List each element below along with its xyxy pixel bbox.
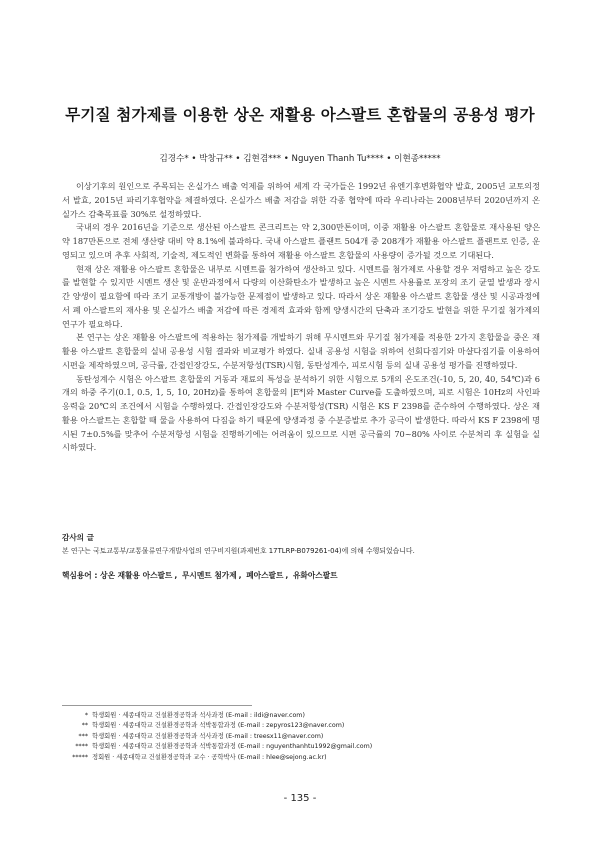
footnote-mark: ***** bbox=[72, 753, 88, 761]
footnote bbox=[62, 732, 502, 742]
keywords: 핵심용어 : 상온 재활용 아스팔트 , 무시멘트 첨가제 , 폐아스팔트 , 유화아스팔트 bbox=[62, 571, 338, 580]
footnote-text: 학생회원 · 세종대학교 건설환경공학과 석박통합과정 (E-mail : zepyros123@naver.com) bbox=[92, 722, 345, 730]
footnote bbox=[62, 721, 502, 731]
abstract-paragraph: 동탄성계수 시험은 아스팔트 혼합물의 거동과 재료의 특성을 분석하기 위한 시험으로 5개의 온도조건(-10, 5, 20, 40, 54℃)과 6개의 하중 주기(0.1, 0.5, 1, 5, 10, 20Hz)를 통하여 혼합물의 |E*|와 Master Curve를 도출하였으며, 피로 시험은 10Hz의 사인파 응력을 20℃의 조건에서 시험을 수행하였다. 간접인장강도와 수분저항성(TSR) 시험은 KS F 2398를 준수하여 수행하였다. 상온 재활용 아스팔트는 혼합할 때 물을 사용하여 다짐을 하기 때문에 양생과정 중 수분증발로 추가 공극이 발생한다. 따라서 KS F 2398에 명시된 7±0.5%를 맞추어 수분저항성 시험을 진행하기에는 어려움이 있으므로 시편 공극률의 70~80% 사이로 수분처리 후 실험을 실시하였다. bbox=[62, 373, 540, 453]
acknowledgement-heading: 감사의 글 bbox=[62, 533, 94, 542]
footnote-mark: *** bbox=[78, 732, 88, 740]
abstract-paragraph: 이상기후의 원인으로 주목되는 온실가스 배출 억제를 위하여 세계 각 국가들은 1992년 유엔기후변화협약 발효, 2005년 교토의정서 발효, 2015년 파리기후협약을 체결하였다. 온실가스 배출 저감을 위한 각종 협약에 따라 우리나라는 2008년부터 2020년까지 온실가스 감축목표를 30%로 설정하였다. bbox=[62, 181, 540, 219]
abstract-paragraph: 본 연구는 상온 재활용 아스팔트에 적용하는 첨가제를 개발하기 위해 무시멘트와 무기질 첨가제를 적용한 2가지 혼합물을 중온 재활용 아스팔트 혼합물의 실내 공용성 시험 결과와 비교평가 하였다. 실내 공용성 시험을 위하여 선회다짐기와 마샬다짐기를 이용하여 시편을 제작하였으며, 공극률, 간접인장강도, 수분저항성(TSR)시험, 동탄성계수, 피로시험 등의 실내 공용성 평가를 진행하였다. bbox=[62, 332, 540, 370]
footnote bbox=[62, 742, 502, 752]
footnote-text: 학생회원 · 세종대학교 건설환경공학과 석사과정 (E-mail : treesx11@naver.com) bbox=[92, 732, 324, 740]
footnote bbox=[62, 753, 502, 763]
author-list: 김경수* • 박창규** • 김현겸*** • Nguyen Thanh Tu**** • 이현종***** bbox=[159, 154, 441, 164]
footnote-mark: ** bbox=[81, 722, 88, 730]
footnote-mark: * bbox=[84, 712, 88, 719]
footnote-text: 정회원 · 세종대학교 건설환경공학과 교수 · 공학박사 (E-mail : hlee@sejong.ac.kr) bbox=[92, 753, 327, 761]
keyword: 유화아스팔트 bbox=[293, 571, 338, 580]
keyword: 무시멘트 첨가제 bbox=[181, 571, 237, 580]
keywords-label: 핵심용어 : bbox=[62, 571, 98, 580]
abstract bbox=[62, 180, 540, 455]
footnote-divider bbox=[62, 705, 252, 706]
page-number: - 135 - bbox=[283, 793, 317, 804]
footnote bbox=[62, 711, 502, 721]
footnote-text: 학생회원 · 세종대학교 건설환경공학과 석사과정 (E-mail : ildi@naver.com) bbox=[92, 712, 305, 719]
abstract-paragraph: 현재 상온 재활용 아스팔트 혼합물은 내부로 시멘트를 첨가하여 생산하고 있다. 시멘트를 첨가제로 사용할 경우 저렴하고 높은 강도를 발현할 수 있지만 시멘트 생산 및 운반과정에서 다량의 이산화탄소가 발생하고 높은 시멘트 사용률로 포장의 조기 균열 발생과 장시간 양생이 필요함에 따라 조기 교통개방이 불가능한 문제점이 발생하고 있다. 따라서 상온 재활용 아스팔트 혼합물 생산 및 시공과정에서 폐 아스팔트의 재사용 및 온실가스 배출 저감에 따른 경제적 효과와 함께 양생시간의 단축과 조기강도 발현을 위한 무기질 첨가제의 연구가 필요하다. bbox=[62, 263, 540, 329]
footnote-text: 학생회원 · 세종대학교 건설환경공학과 석박통합과정 (E-mail : nguyenthanhtu1992@gmail.com) bbox=[92, 743, 373, 751]
paper-title: 무기질 첨가제를 이용한 상온 재활용 아스팔트 혼합물의 공용성 평가 bbox=[65, 106, 535, 124]
footnotes bbox=[62, 711, 502, 763]
acknowledgement-body: 본 연구는 국토교통부/교통물류연구개발사업의 연구비지원(과제번호 17TLRP-B079261-04)에 의해 수행되었습니다. bbox=[62, 547, 415, 555]
keyword: 폐아스팔트 bbox=[246, 571, 284, 580]
abstract-paragraph: 국내의 경우 2016년을 기준으로 생산된 아스팔트 콘크리트는 약 2,300만톤이며, 이중 재활용 아스팔트 혼합물로 재사용된 양은 약 187만톤으로 전체 생산량 대비 약 8.1%에 불과하다. 국내 아스팔트 플랜트 504개 중 208개가 재활용 아스팔트 플랜트로 인증, 운영되고 있으며 추후 사회적, 기술적, 제도적인 변화를 통하여 재활용 아스팔트 혼합물의 사용량이 증가될 것으로 기대된다. bbox=[62, 222, 540, 260]
footnote-mark: **** bbox=[75, 743, 88, 751]
keyword: 상온 재활용 아스팔트 bbox=[100, 571, 173, 580]
